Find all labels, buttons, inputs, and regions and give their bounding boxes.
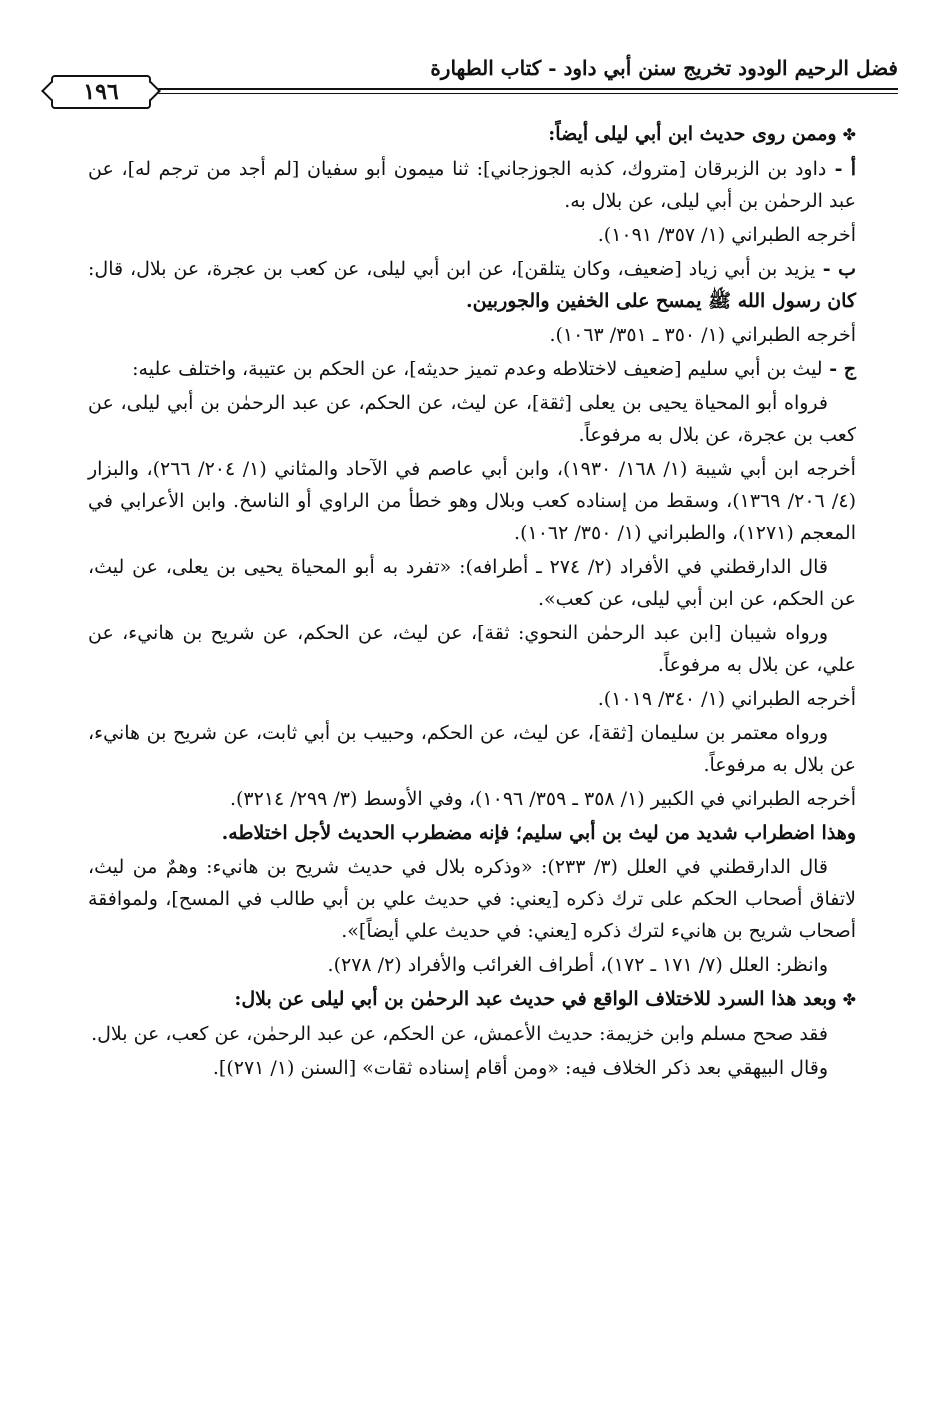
paragraph-text: قال الدارقطني في الأفراد (٢/ ٢٧٤ ـ أطرافه): «تفرد به أبو المحياة يحيى بن يعلى، عن ليث، عن الحكم، عن ابن أبي ليلى، عن كعب». xyxy=(88,556,856,610)
paragraph-1 xyxy=(88,118,856,151)
paragraph-text: ورواه شيبان [ابن عبد الرحمٰن النحوي: ثقة]، عن ليث، عن الحكم، عن شريح بن هانيء، عن علي، عن بلال به مرفوعاً. xyxy=(88,622,856,676)
paragraph-text: ورواه معتمر بن سليمان [ثقة]، عن ليث، عن الحكم، وحبيب بن أبي ثابت، عن شريح بن هانيء، عن بلال به مرفوعاً. xyxy=(88,722,856,776)
section-heading-text: وبعد هذا السرد للاختلاف الواقع في حديث عبد الرحمٰن بن أبي ليلى عن بلال: xyxy=(234,988,837,1010)
flower-mark-icon: ✤ xyxy=(842,125,856,144)
item-letter: ب - xyxy=(815,258,856,280)
flower-mark-icon: ✤ xyxy=(842,990,856,1009)
paragraph-text: قال الدارقطني في العلل (٣/ ٢٣٣): «وذكره بلال في حديث شريح بن هانيء: وهمٌ من ليث، لاتفاق أصحاب الحكم على ترك ذكره [يعني: في حديث علي بن أبي طالب في المسح]، ولموافقة أصحاب شريح بن هانيء لترك ذكره [يعني: في حديث علي أيضاً]». xyxy=(88,856,856,942)
paragraph-4 xyxy=(88,253,856,317)
paragraph-text: أخرجه الطبراني في الكبير (١/ ٣٥٨ ـ ٣٥٩/ ١٠٩٦)، وفي الأوسط (٣/ ٢٩٩/ ٣٢١٤). xyxy=(229,788,856,810)
paragraph-5 xyxy=(88,319,856,351)
page-body xyxy=(88,118,856,1086)
paragraph-text: أخرجه ابن أبي شيبة (١/ ١٦٨/ ١٩٣٠)، وابن أبي عاصم في الآحاد والمثاني (١/ ٢٠٤/ ٢٦٦)، والبزار (٤/ ٢٠٦/ ١٣٦٩)، وسقط من إسناده كعب وبلال وهو خطأ من الراوي أو الناسخ. وابن الأعرابي في المعجم (١٢٧١)، والطبراني (١/ ٣٥٠/ ١٠٦٢). xyxy=(88,458,856,544)
paragraph-text: أخرجه الطبراني (١/ ٣٥٠ ـ ٣٥١/ ١٠٦٣). xyxy=(549,324,856,346)
paragraph-13 xyxy=(88,783,856,815)
paragraph-text: فقد صحح مسلم وابن خزيمة: حديث الأعمش، عن الحكم، عن عبد الرحمٰن، عن كعب، عن بلال. xyxy=(91,1023,828,1045)
item-letter: أ - xyxy=(826,158,856,180)
section-heading-text: وممن روى حديث ابن أبي ليلى أيضاً: xyxy=(548,123,837,145)
hadith-matn-bold: كان رسول الله ﷺ يمسح على الخفين والجوربين. xyxy=(466,290,856,312)
page-number: ١٩٦ xyxy=(51,75,151,109)
paragraph-14 xyxy=(88,817,856,849)
paragraph-11 xyxy=(88,683,856,715)
paragraph-9 xyxy=(88,551,856,615)
paragraph-15 xyxy=(88,851,856,947)
header-rule-thin xyxy=(44,93,898,94)
paragraph-17 xyxy=(88,983,856,1016)
paragraph-2 xyxy=(88,153,856,217)
item-letter: ج - xyxy=(822,358,856,380)
paragraph-text: وقال البيهقي بعد ذكر الخلاف فيه: «ومن أقام إسناده ثقات» [السنن (١/ ٢٧١)]. xyxy=(212,1057,828,1079)
paragraph-text: أخرجه الطبراني (١/ ٣٤٠/ ١٠١٩). xyxy=(597,688,856,710)
paragraph-text: فرواه أبو المحياة يحيى بن يعلى [ثقة]، عن ليث، عن الحكم، عن عبد الرحمٰن بن أبي ليلى، عن كعب بن عجرة، عن بلال به مرفوعاً. xyxy=(88,392,856,446)
bold-conclusion-text: وهذا اضطراب شديد من ليث بن أبي سليم؛ فإنه مضطرب الحديث لأجل اختلاطه. xyxy=(221,822,856,844)
paragraph-19 xyxy=(88,1052,856,1084)
paragraph-8 xyxy=(88,453,856,549)
paragraph-7 xyxy=(88,387,856,451)
paragraph-6 xyxy=(88,353,856,385)
paragraph-16 xyxy=(88,949,856,981)
paragraph-10 xyxy=(88,617,856,681)
paragraph-12 xyxy=(88,717,856,781)
header-rule-thick xyxy=(44,88,898,90)
item-text: داود بن الزبرقان [متروك، كذبه الجوزجاني]: ثنا ميمون أبو سفيان [لم أجد من ترجم له]، عن عبد الرحمٰن بن أبي ليلى، عن بلال به. xyxy=(88,158,856,212)
paragraph-18 xyxy=(88,1018,856,1050)
item-text: ليث بن أبي سليم [ضعيف لاختلاطه وعدم تميز حديثه]، عن الحكم بن عتيبة، واختلف عليه: xyxy=(132,358,823,380)
paragraph-text: أخرجه الطبراني (١/ ٣٥٧/ ١٠٩١). xyxy=(597,224,856,246)
paragraph-3 xyxy=(88,219,856,251)
running-header-title: فضل الرحيم الودود تخريج سنن أبي داود - كتاب الطهارة xyxy=(430,56,898,80)
page-number-frame xyxy=(46,74,156,110)
paragraph-text: وانظر: العلل (٧/ ١٧١ ـ ١٧٢)، أطراف الغرائب والأفراد (٢/ ٢٧٨). xyxy=(327,954,828,976)
item-text: يزيد بن أبي زياد [ضعيف، وكان يتلقن]، عن ابن أبي ليلى، عن كعب بن عجرة، عن بلال، قال: xyxy=(88,258,816,280)
